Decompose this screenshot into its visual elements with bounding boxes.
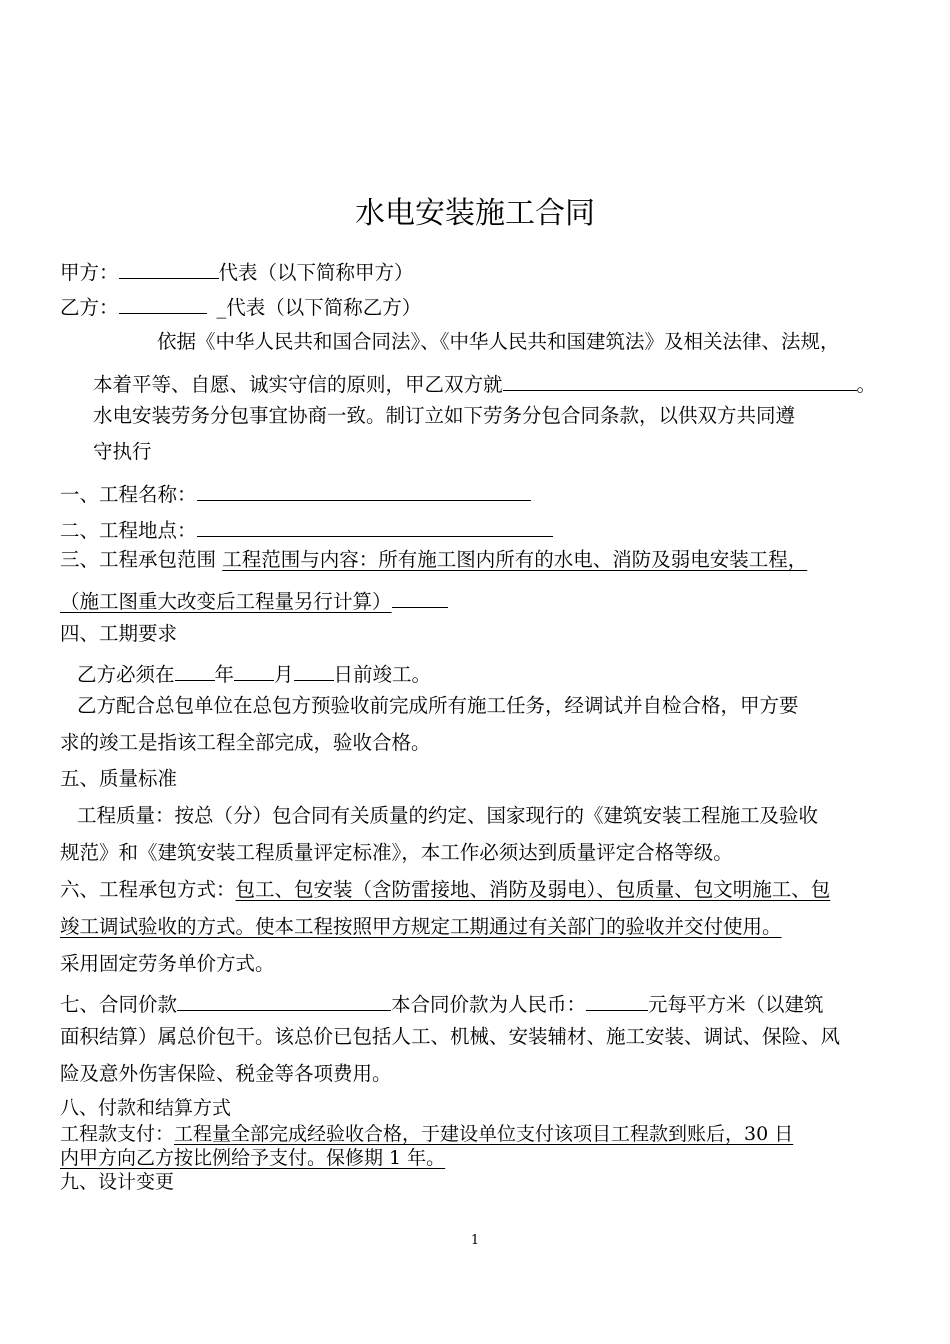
section-6-contract-mode xyxy=(60,878,830,902)
payment-label: 工程款支付： xyxy=(60,1123,175,1145)
party-b-line xyxy=(60,293,421,320)
year-label: 年 xyxy=(214,663,235,686)
section-1-project-name xyxy=(60,478,531,507)
section-2-project-location xyxy=(60,514,553,543)
project-location-blank xyxy=(197,514,553,537)
section-8-payment-line-2 xyxy=(60,1148,445,1169)
intro-line-1: 依据《中华人民共和国合同法》、《中华人民共和国建筑法》及相关法律、法规， xyxy=(157,330,840,353)
section-3-trailing-blank xyxy=(392,585,448,608)
section-3-label: 三、工程承包范围 xyxy=(60,548,223,571)
section-6-line-3: 采用固定劳务单价方式。 xyxy=(60,952,275,975)
section-5-para-line-1: 工程质量：按总（分）包合同有关质量的约定、国家现行的《建筑安装工程施工及验收 xyxy=(77,804,819,827)
deadline-suffix: 日前竣工。 xyxy=(333,663,432,686)
section-6-label: 六、工程承包方式： xyxy=(60,878,236,901)
section-7-label: 七、合同价款 xyxy=(60,993,178,1016)
section-4-label: 四、工期要求 xyxy=(60,622,178,645)
section-4-para-line-2: 求的竣工是指该工程全部完成，验收合格。 xyxy=(60,731,431,754)
intro-line-4: 守执行 xyxy=(93,440,152,463)
section-6-content-1: 包工、包安装（含防雷接地、消防及弱电）、包质量、包文明施工、包 xyxy=(235,878,831,901)
section-5-label: 五、质量标准 xyxy=(60,767,178,790)
party-a-suffix: 代表（以下简称甲方） xyxy=(218,261,414,284)
party-b-suffix: _代表（以下简称乙方） xyxy=(216,296,422,319)
party-b-label: 乙方： xyxy=(60,296,119,319)
payment-content-1: 工程量全部完成经验收合格，于建设单位支付该项目工程款到账后，30 日 xyxy=(174,1123,794,1145)
section-7-line-2: 面积结算）属总价包干。该总价已包括人工、机械、安装辅材、施工安装、调试、保险、风 xyxy=(60,1025,841,1048)
section-3-scope-line-2 xyxy=(60,585,448,614)
section-8-label: 八、付款和结算方式 xyxy=(60,1097,232,1119)
party-b-blank xyxy=(119,293,207,314)
intro-line-3: 水电安装劳务分包事宜协商一致。制订立如下劳务分包合同条款，以供双方共同遵 xyxy=(93,404,796,427)
page-number: 1 xyxy=(470,1233,480,1248)
party-a-line xyxy=(60,258,414,285)
section-7-price xyxy=(60,988,824,1017)
section-6-content-2: 竣工调试验收的方式。使本工程按照甲方规定工期通过有关部门的验收并交付使用。 xyxy=(60,915,782,938)
contract-price-blank xyxy=(177,988,391,1011)
section-8-payment xyxy=(60,1124,793,1145)
intro-blank xyxy=(503,368,857,391)
section-7-mid: 本合同价款为人民币： xyxy=(391,993,587,1016)
section-4-deadline xyxy=(77,658,431,687)
year-blank xyxy=(175,658,215,681)
section-5-para-line-2: 规范》和《建筑安装工程质量评定标准》，本工作必须达到质量评定合格等级。 xyxy=(60,841,733,864)
page-title: 水电安装施工合同 xyxy=(355,196,595,231)
section-3-content-1: 工程范围与内容：所有施工图内所有的水电、消防及弱电安装工程， xyxy=(222,548,808,571)
section-3-scope xyxy=(60,548,807,572)
section-1-label: 一、工程名称： xyxy=(60,483,197,506)
project-name-blank xyxy=(197,478,531,501)
section-7-line-3: 险及意外伤害保险、税金等各项费用。 xyxy=(60,1062,392,1085)
intro-line-2-end: 。 xyxy=(856,373,877,396)
month-blank xyxy=(234,658,274,681)
section-9-label: 九、设计变更 xyxy=(60,1171,175,1193)
payment-content-2: 内甲方向乙方按比例给予支付。保修期 1 年。 xyxy=(60,1147,446,1169)
section-6-line-2 xyxy=(60,915,782,939)
intro-line-2 xyxy=(93,368,876,397)
section-3-content-2: （施工图重大改变后工程量另行计算） xyxy=(60,590,392,613)
deadline-prefix: 乙方必须在 xyxy=(77,663,175,686)
party-a-label: 甲方： xyxy=(60,261,119,284)
section-2-label: 二、工程地点： xyxy=(60,519,197,542)
intro-line-2-text: 本着平等、自愿、诚实守信的原则，甲乙双方就 xyxy=(93,373,503,396)
month-label: 月 xyxy=(274,663,294,686)
section-7-tail: 元每平方米（以建筑 xyxy=(648,993,824,1016)
day-blank xyxy=(294,658,334,681)
unit-price-blank xyxy=(586,988,648,1011)
party-a-blank xyxy=(119,258,219,279)
section-4-para-line-1: 乙方配合总包单位在总包方预验收前完成所有施工任务，经调试并自检合格，甲方要 xyxy=(77,694,799,717)
